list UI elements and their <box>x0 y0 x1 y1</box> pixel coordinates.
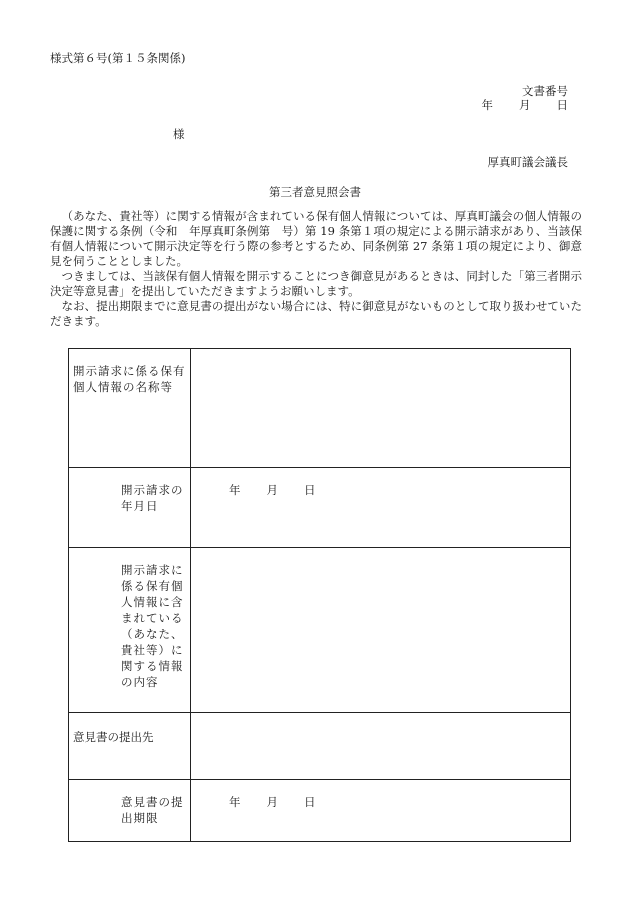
label-cell <box>69 548 191 712</box>
document-number-label: 文書番号 <box>522 84 568 98</box>
deadline-value <box>229 794 316 810</box>
label-cell <box>69 349 191 467</box>
request-date-value <box>229 482 316 498</box>
request-date-day: 日 <box>304 483 316 497</box>
request-date-value-cell[interactable] <box>191 468 570 547</box>
table-row-submission-address <box>69 712 570 779</box>
body-text <box>50 209 582 329</box>
deadline-value-cell[interactable] <box>191 780 570 841</box>
request-date-month: 月 <box>266 483 278 497</box>
addressee-suffix: 様 <box>173 127 185 141</box>
request-date-year: 年 <box>229 483 241 497</box>
issue-date-day: 日 <box>556 98 568 112</box>
label-cell <box>69 713 191 779</box>
table-row-deadline <box>69 779 570 841</box>
table-row-request-date <box>69 467 570 547</box>
submission-address-label: 意見書の提出先 <box>73 730 154 744</box>
sender: 厚真町議会議長 <box>487 155 568 169</box>
info-name-label: 開示請求に係る保有個人情報の名称等 <box>73 364 186 394</box>
document-title: 第三者意見照会書 <box>269 185 361 199</box>
deadline-label: 意見書の提 出期限 <box>121 795 184 825</box>
issue-date-month: 月 <box>519 98 531 112</box>
issue-date-year: 年 <box>481 98 493 112</box>
submission-address-value-cell[interactable] <box>191 713 570 779</box>
body-paragraph-3: なお、提出期限までに意見書の提出がない場合には、特に御意見がないものとして取り扱わせていただきます。 <box>50 299 582 328</box>
form-number: 様式第６号(第１５条関係) <box>50 51 186 65</box>
label-cell <box>69 780 191 841</box>
request-date-label: 開示請求の 年月日 <box>121 483 184 513</box>
issue-date <box>482 97 569 113</box>
body-paragraph-1: （あなた、貴社等）に関する情報が含まれている保有個人情報については、厚真町議会の個人情報の保護に関する条例（令和 年厚真町条例第 号）第 19 条第１項の規定による開示請求があり、当該保有個人情報について開示決定等を行う際の参考とするため、同条例第 27 条第１項の規定により、御意見を伺うこととしました。 <box>50 209 582 268</box>
deadline-year: 年 <box>229 795 241 809</box>
info-content-label: 開示請求に 係る保有個 人情報に含 まれている （あなた、 貴社等）に 関する情報 の内容 <box>121 563 184 689</box>
info-table <box>68 348 571 842</box>
label-cell <box>69 468 191 547</box>
deadline-day: 日 <box>304 795 316 809</box>
table-row-info-content <box>69 547 570 712</box>
info-name-value-cell[interactable] <box>191 349 570 467</box>
body-paragraph-2: つきましては、当該保有個人情報を開示することにつき御意見があるときは、同封した「第三者開示決定等意見書」を提出していただきますようお願いします。 <box>50 269 582 298</box>
deadline-month: 月 <box>266 795 278 809</box>
table-row-info-name <box>69 349 570 467</box>
info-content-value-cell[interactable] <box>191 548 570 712</box>
